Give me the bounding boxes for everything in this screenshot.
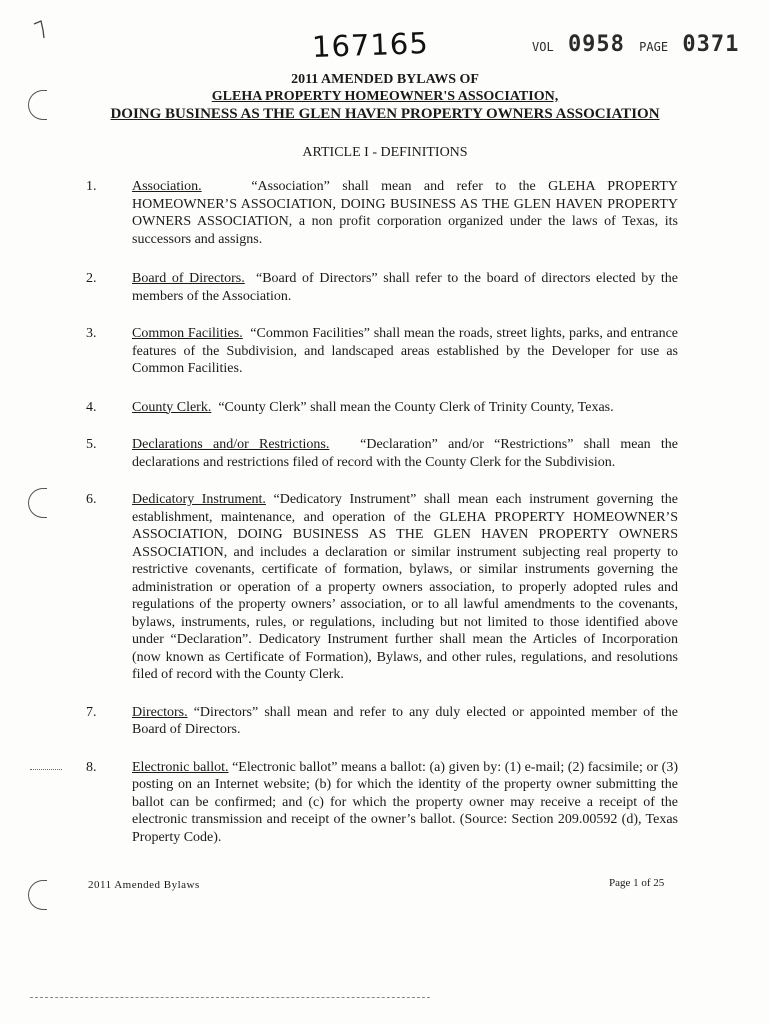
definition-number: 6.	[86, 492, 97, 507]
definition-number: 8.	[86, 759, 97, 775]
definition-text: “Electronic ballot” means a ballot: (a) given by: (1) e-mail; (2) facsimile; or (3) posting on an Internet website; (b) for which the identity of the property owner submitting the ballot can be confirmed; and (c) for which the property owner may receive a receipt of the electronic transmission and receipt of the owner’s ballot. (Source: Section 209.00592 (d), Texas Property Code).	[132, 759, 679, 845]
definition-text: “Common Facilities” shall mean the roads, street lights, parks, and entrance features of the Subdivision, and landscaped areas established by the Developer for use as Common Facilities.	[132, 326, 679, 376]
scan-edge-mark	[30, 769, 62, 770]
definition-body	[132, 399, 678, 417]
stamp-page-number: 0371	[682, 32, 740, 57]
definitions-list	[86, 178, 678, 846]
dba-name: DOING BUSINESS AS THE GLEN HAVEN PROPERTY OWNERS ASSOCIATION	[110, 106, 660, 122]
definition-body	[132, 178, 678, 248]
article-heading: ARTICLE I - DEFINITIONS	[302, 145, 468, 160]
definition-body	[132, 759, 678, 847]
definition-number: 5.	[86, 437, 97, 452]
definition-term: Board of Directors.	[132, 271, 245, 286]
scan-mark-icon	[33, 18, 47, 40]
definition-body	[132, 436, 678, 471]
definition-body	[132, 491, 678, 684]
handwritten-document-number: 167165	[311, 25, 430, 65]
definition-term: Electronic ballot.	[132, 759, 229, 775]
recording-stamp	[532, 32, 739, 57]
definition-text: “Dedicatory Instrument” shall mean each instrument governing the establishment, maintenance, and operation of the GLEHA PROPERTY HOMEOWNER’S ASSOCIATION, DOING BUSINESS AS THE GLEN HAVEN PROPERTY OWNERS ASSOCIATION, and includes a declaration or similar instrument subjecting real property to restrictive covenants, certificate of formation, bylaws, or similar instruments governing the administration or operation of a property owners association, to properly adopted rules and regulations of the property owners’ association, or to all lawful amendments to the covenants, bylaws, instruments, rules, or regulations, including but not limited to those identified above under “Declaration”. Dedicatory Instrument further shall mean the Articles of Incorporation (now known as Certificate of Formation), Bylaws, and other rules, regulations, and resolutions filed of record with the County Clerk.	[132, 492, 678, 682]
definition-number: 2.	[86, 271, 97, 286]
definition-item	[86, 270, 678, 305]
definition-term: Dedicatory Instrument.	[132, 492, 266, 507]
definition-item	[86, 704, 678, 739]
definition-body	[132, 270, 678, 305]
stamp-vol-label: VOL	[532, 40, 554, 54]
definition-term: Declarations and/or Restrictions.	[132, 437, 330, 452]
definition-term: County Clerk.	[132, 399, 212, 415]
definition-item	[86, 759, 678, 847]
definition-term: Directors.	[132, 704, 188, 720]
association-name: GLEHA PROPERTY HOMEOWNER'S ASSOCIATION,	[211, 89, 559, 104]
definition-number: 1.	[86, 179, 97, 194]
definition-body	[132, 325, 678, 378]
definition-item	[86, 325, 678, 378]
definition-term: Common Facilities.	[132, 326, 243, 341]
definition-number: 3.	[86, 326, 97, 341]
stamp-vol-number: 0958	[567, 32, 625, 57]
punch-hole-mark-middle	[28, 488, 47, 518]
definition-text: “County Clerk” shall mean the County Clerk of Trinity County, Texas.	[218, 399, 614, 415]
definition-item	[86, 399, 678, 417]
footer-document-name: 2011 Amended Bylaws	[88, 879, 200, 891]
definition-text: “Association” shall mean and refer to the GLEHA PROPERTY HOMEOWNER’S ASSOCIATION, DOING BUSINESS AS THE GLEN HAVEN PROPERTY OWNERS ASSOCIATION, a non profit corporation organized under the laws of Texas, its successors and assigns.	[132, 179, 679, 247]
footer-page-number: Page 1 of 25	[609, 877, 665, 889]
definition-text: “Declaration” and/or “Restrictions” shall mean the declarations and restrictions filed of record with the County Clerk for the Subdivision.	[132, 437, 678, 470]
definition-number: 4.	[86, 399, 97, 415]
definition-body	[132, 704, 678, 739]
scan-bottom-line	[30, 997, 430, 998]
document-title: 2011 AMENDED BYLAWS OF	[291, 72, 479, 87]
stamp-page-label: PAGE	[639, 40, 669, 54]
definition-item	[86, 436, 678, 471]
punch-hole-mark-bottom	[28, 880, 47, 910]
definition-text: “Board of Directors” shall refer to the board of directors elected by the members of the Association.	[132, 271, 679, 304]
definition-text: “Directors” shall mean and refer to any duly elected or appointed member of the Board of Directors.	[132, 704, 679, 737]
definition-item	[86, 178, 678, 248]
definition-term: Association.	[132, 179, 202, 194]
definition-number: 7.	[86, 704, 97, 720]
definition-item	[86, 491, 678, 684]
